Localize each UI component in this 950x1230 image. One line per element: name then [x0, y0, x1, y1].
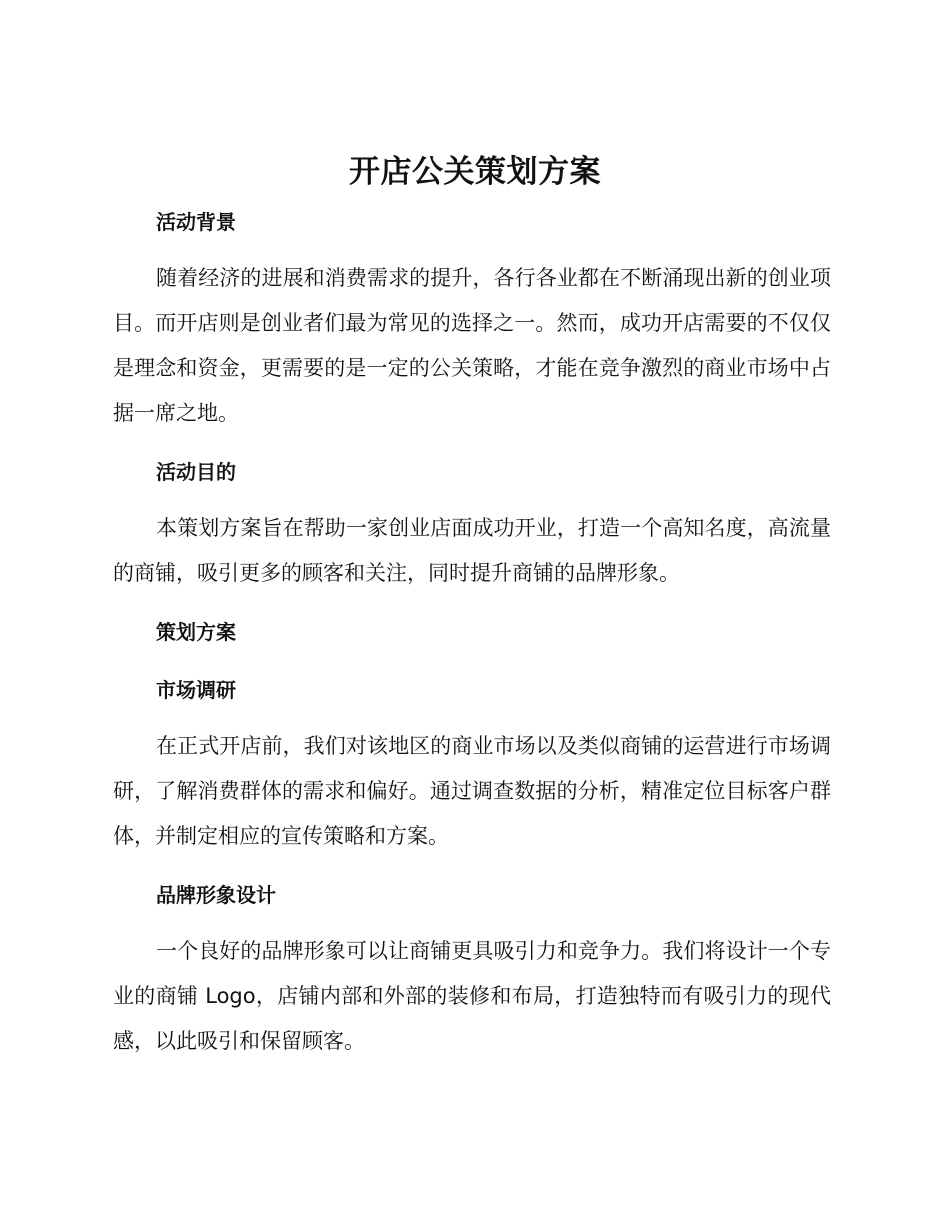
document-body	[113, 200, 831, 1064]
paragraph-brand-design: 一个良好的品牌形象可以让商铺更具吸引力和竞争力。我们将设计一个专业的商铺 Logo，店铺内部和外部的装修和布局，打造独特而有吸引力的现代感，以此吸引和保留顾客。	[113, 939, 831, 1053]
heading-brand-design: 品牌形象设计	[156, 883, 276, 907]
paragraph-purpose: 本策划方案旨在帮助一家创业店面成功开业，打造一个高知名度，高流量的商铺，吸引更多的顾客和关注，同时提升商铺的品牌形象。	[113, 516, 831, 585]
heading-market-research: 市场调研	[156, 678, 236, 702]
paragraph-background: 随着经济的进展和消费需求的提升，各行各业都在不断涌现出新的创业项目。而开店则是创业者们最为常见的选择之一。然而，成功开店需要的不仅仅是理念和资金，更需要的是一定的公关策略，才能在竞争激烈的商业市场中占据一席之地。	[113, 266, 831, 425]
heading-purpose: 活动目的	[156, 460, 236, 484]
paragraph-market-research: 在正式开店前，我们对该地区的商业市场以及类似商铺的运营进行市场调研，了解消费群体的需求和偏好。通过调查数据的分析，精准定位目标客户群体，并制定相应的宣传策略和方案。	[113, 734, 831, 848]
heading-plan: 策划方案	[156, 620, 236, 644]
document-title: 开店公关策划方案	[349, 154, 601, 190]
heading-background: 活动背景	[156, 210, 236, 234]
